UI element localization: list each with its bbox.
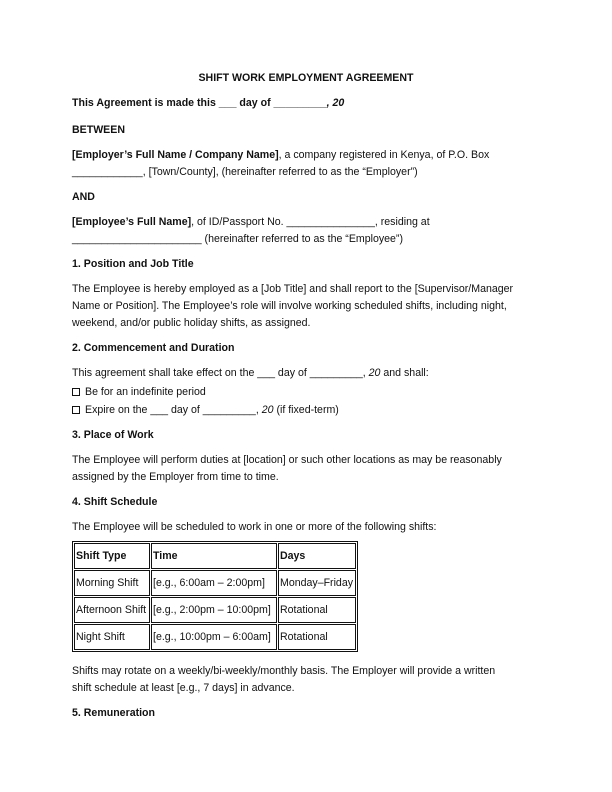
section-4-heading: 4. Shift Schedule [72,496,158,508]
section-5-heading: 5. Remuneration [72,707,156,719]
table-cell: Afternoon Shift [74,597,150,623]
checkbox-fixed-term[interactable] [72,406,80,414]
option-fixed-suffix: (if fixed-term) [273,404,339,416]
employee-details: , of ID/Passport No. _______________, residing at [191,216,430,228]
section-1-heading: 1. Position and Job Title [72,258,194,270]
table-header-cell: Shift Type [74,543,150,569]
employee-line-1 [72,217,430,228]
agreement-date-prefix: This Agreement is made this ___ day of _________ [72,97,327,109]
and-label: AND [72,191,95,203]
section-3-heading: 3. Place of Work [72,429,154,441]
employee-line-2: ______________________ (hereinafter referred to as the “Employee”) [72,233,403,245]
document-title: SHIFT WORK EMPLOYMENT AGREEMENT [198,72,414,84]
table-row [74,570,356,596]
agreement-year: , 20 [326,97,345,109]
table-cell: Monday–Friday [278,570,356,596]
section-1-text-line: The Employee is hereby employed as a [Job Title] and shall report to the [Supervisor/Manager [72,283,514,295]
section-2-heading: 2. Commencement and Duration [72,342,235,354]
employer-line-1 [72,150,489,161]
table-header-cell: Days [278,543,356,569]
table-row [74,624,356,650]
section-4-after-line: shift schedule at least [e.g., 7 days] in advance. [72,682,295,694]
table-cell: Morning Shift [74,570,150,596]
option-indefinite [72,387,206,398]
table-row [74,597,356,623]
table-cell: Rotational [278,597,356,623]
option-indefinite-label: Be for an indefinite period [85,386,206,398]
table-cell: [e.g., 2:00pm – 10:00pm] [151,597,277,623]
between-label: BETWEEN [72,124,125,136]
section-3-text-line: The Employee will perform duties at [location] or such other locations as may be reasonably [72,454,502,466]
checkbox-indefinite[interactable] [72,388,80,396]
table-header-cell: Time [151,543,277,569]
commencement-year: 20 [368,367,381,379]
section-4-intro: The Employee will be scheduled to work in one or more of the following shifts: [72,521,437,533]
table-cell: [e.g., 10:00pm – 6:00am] [151,624,277,650]
option-fixed-prefix: Expire on the ___ day of _________, [85,404,262,416]
employer-name-placeholder: [Employer’s Full Name / Company Name] [72,149,279,161]
table-cell: [e.g., 6:00am – 2:00pm] [151,570,277,596]
employer-line-2: ____________, [Town/County], (hereinafter referred to as the “Employer”) [72,166,418,178]
section-1-text-line: weekend, and/or public holiday shifts, as assigned. [72,317,311,329]
commencement-line [72,368,429,379]
table-cell: Rotational [278,624,356,650]
employer-details: , a company registered in Kenya, of P.O. Box [278,149,490,161]
section-3-text-line: assigned by the Employer from time to time. [72,471,279,483]
agreement-date-line [72,98,344,109]
option-fixed-year: 20 [261,404,274,416]
employee-name-placeholder: [Employee’s Full Name] [72,216,192,228]
table-cell: Night Shift [74,624,150,650]
section-4-after-line: Shifts may rotate on a weekly/bi-weekly/monthly basis. The Employer will provide a written [72,665,496,677]
commencement-suffix: and shall: [380,367,429,379]
commencement-prefix: This agreement shall take effect on the ___ day of _________, [72,367,369,379]
option-fixed-term [72,405,339,416]
section-1-text-line: Name or Position]. The Employee’s role will involve working scheduled shifts, including night, [72,300,507,312]
table-header-row [74,543,356,569]
shift-schedule-table [72,541,358,652]
